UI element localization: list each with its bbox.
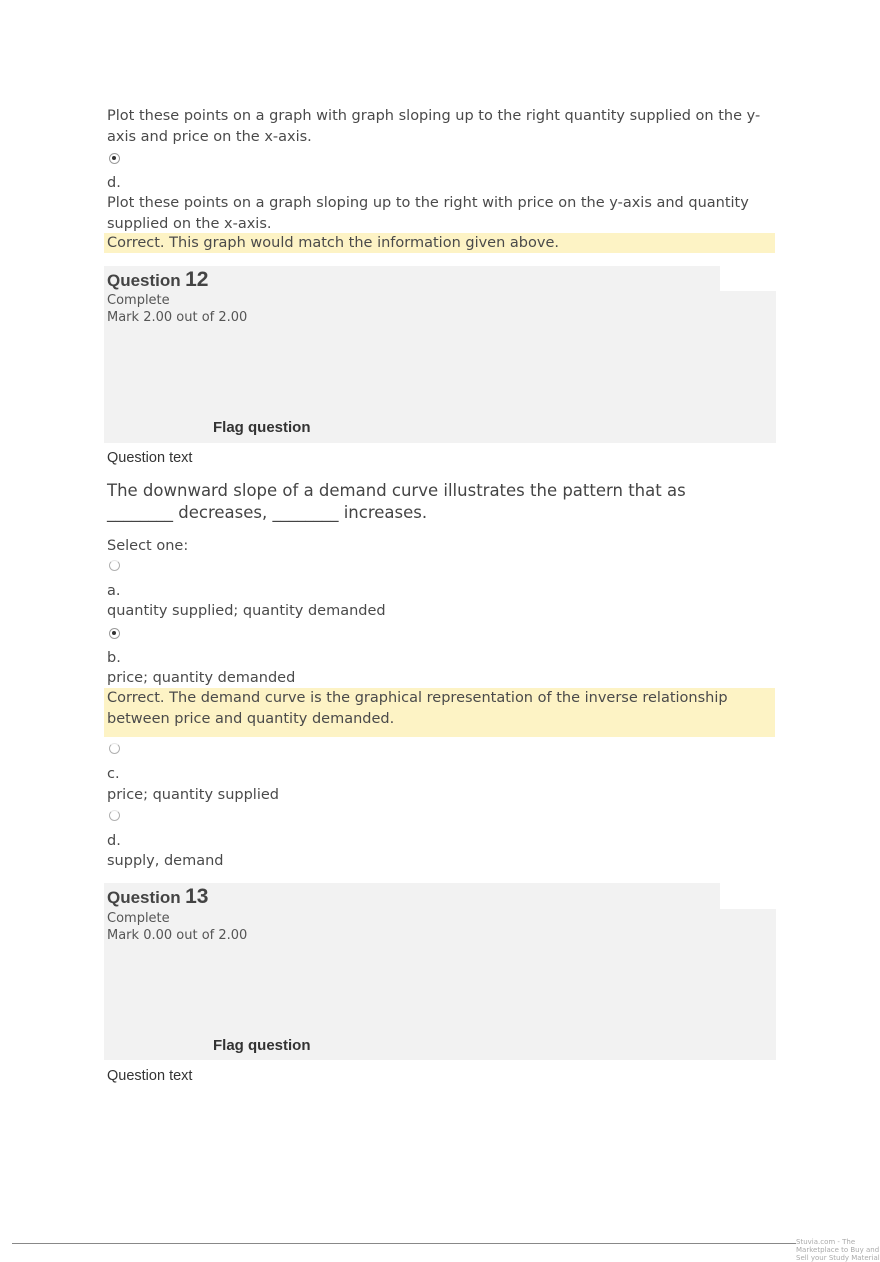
footer-divider xyxy=(12,1243,796,1244)
question-12-mark: Mark 2.00 out of 2.00 xyxy=(107,310,248,325)
option-c-radio[interactable] xyxy=(109,743,120,754)
prev-option-d-letter: d. xyxy=(107,175,121,191)
option-b-letter: b. xyxy=(107,650,121,666)
option-d-radio[interactable] xyxy=(109,810,120,821)
question-12-select-one: Select one: xyxy=(107,538,189,554)
question-13-state: Complete xyxy=(107,911,170,926)
option-b-feedback: Correct. The demand curve is the graphical representation of the inverse relationship between price and quantity demanded. xyxy=(104,688,775,737)
question-number: 12 xyxy=(185,268,209,291)
prev-option-d-text: Plot these points on a graph sloping up to the right with price on the y-axis and quantity supplied on the x-axis. xyxy=(107,195,749,232)
flag-question-12-link[interactable]: Flag question xyxy=(213,419,311,436)
question-number: 13 xyxy=(185,885,209,908)
question-12-text: The downward slope of a demand curve illustrates the pattern that as ________ decreases, ________ increases. xyxy=(107,481,686,522)
question-label: Question xyxy=(107,271,181,290)
option-d-text: supply, demand xyxy=(107,853,224,869)
option-c-letter: c. xyxy=(107,766,120,782)
option-a-radio[interactable] xyxy=(109,560,120,571)
option-c-text: price; quantity supplied xyxy=(107,787,279,803)
flag-question-13-link[interactable]: Flag question xyxy=(213,1037,311,1054)
question-label: Question xyxy=(107,888,181,907)
footer-text: Stuvia.com - The Marketplace to Buy and Sell your Study Material xyxy=(796,1238,880,1262)
prev-feedback: Correct. This graph would match the information given above. xyxy=(104,233,775,253)
question-13-mark: Mark 0.00 out of 2.00 xyxy=(107,928,248,943)
option-d-letter: d. xyxy=(107,833,121,849)
option-b-text: price; quantity demanded xyxy=(107,670,296,686)
question-12-heading xyxy=(107,268,208,292)
prev-option-d-radio[interactable] xyxy=(109,153,120,164)
question-13-heading xyxy=(107,885,208,909)
question-12-info xyxy=(104,266,776,443)
option-b-radio[interactable] xyxy=(109,628,120,639)
question-13-text-label: Question text xyxy=(107,1068,193,1084)
prev-option-c-text: Plot these points on a graph with graph sloping up to the right quantity supplied on the y-axis and price on the x-axis. xyxy=(107,108,761,145)
question-13-info xyxy=(104,883,776,1060)
option-a-letter: a. xyxy=(107,583,121,599)
question-12-text-label: Question text xyxy=(107,450,193,466)
option-a-text: quantity supplied; quantity demanded xyxy=(107,603,386,619)
question-12-state: Complete xyxy=(107,293,170,308)
